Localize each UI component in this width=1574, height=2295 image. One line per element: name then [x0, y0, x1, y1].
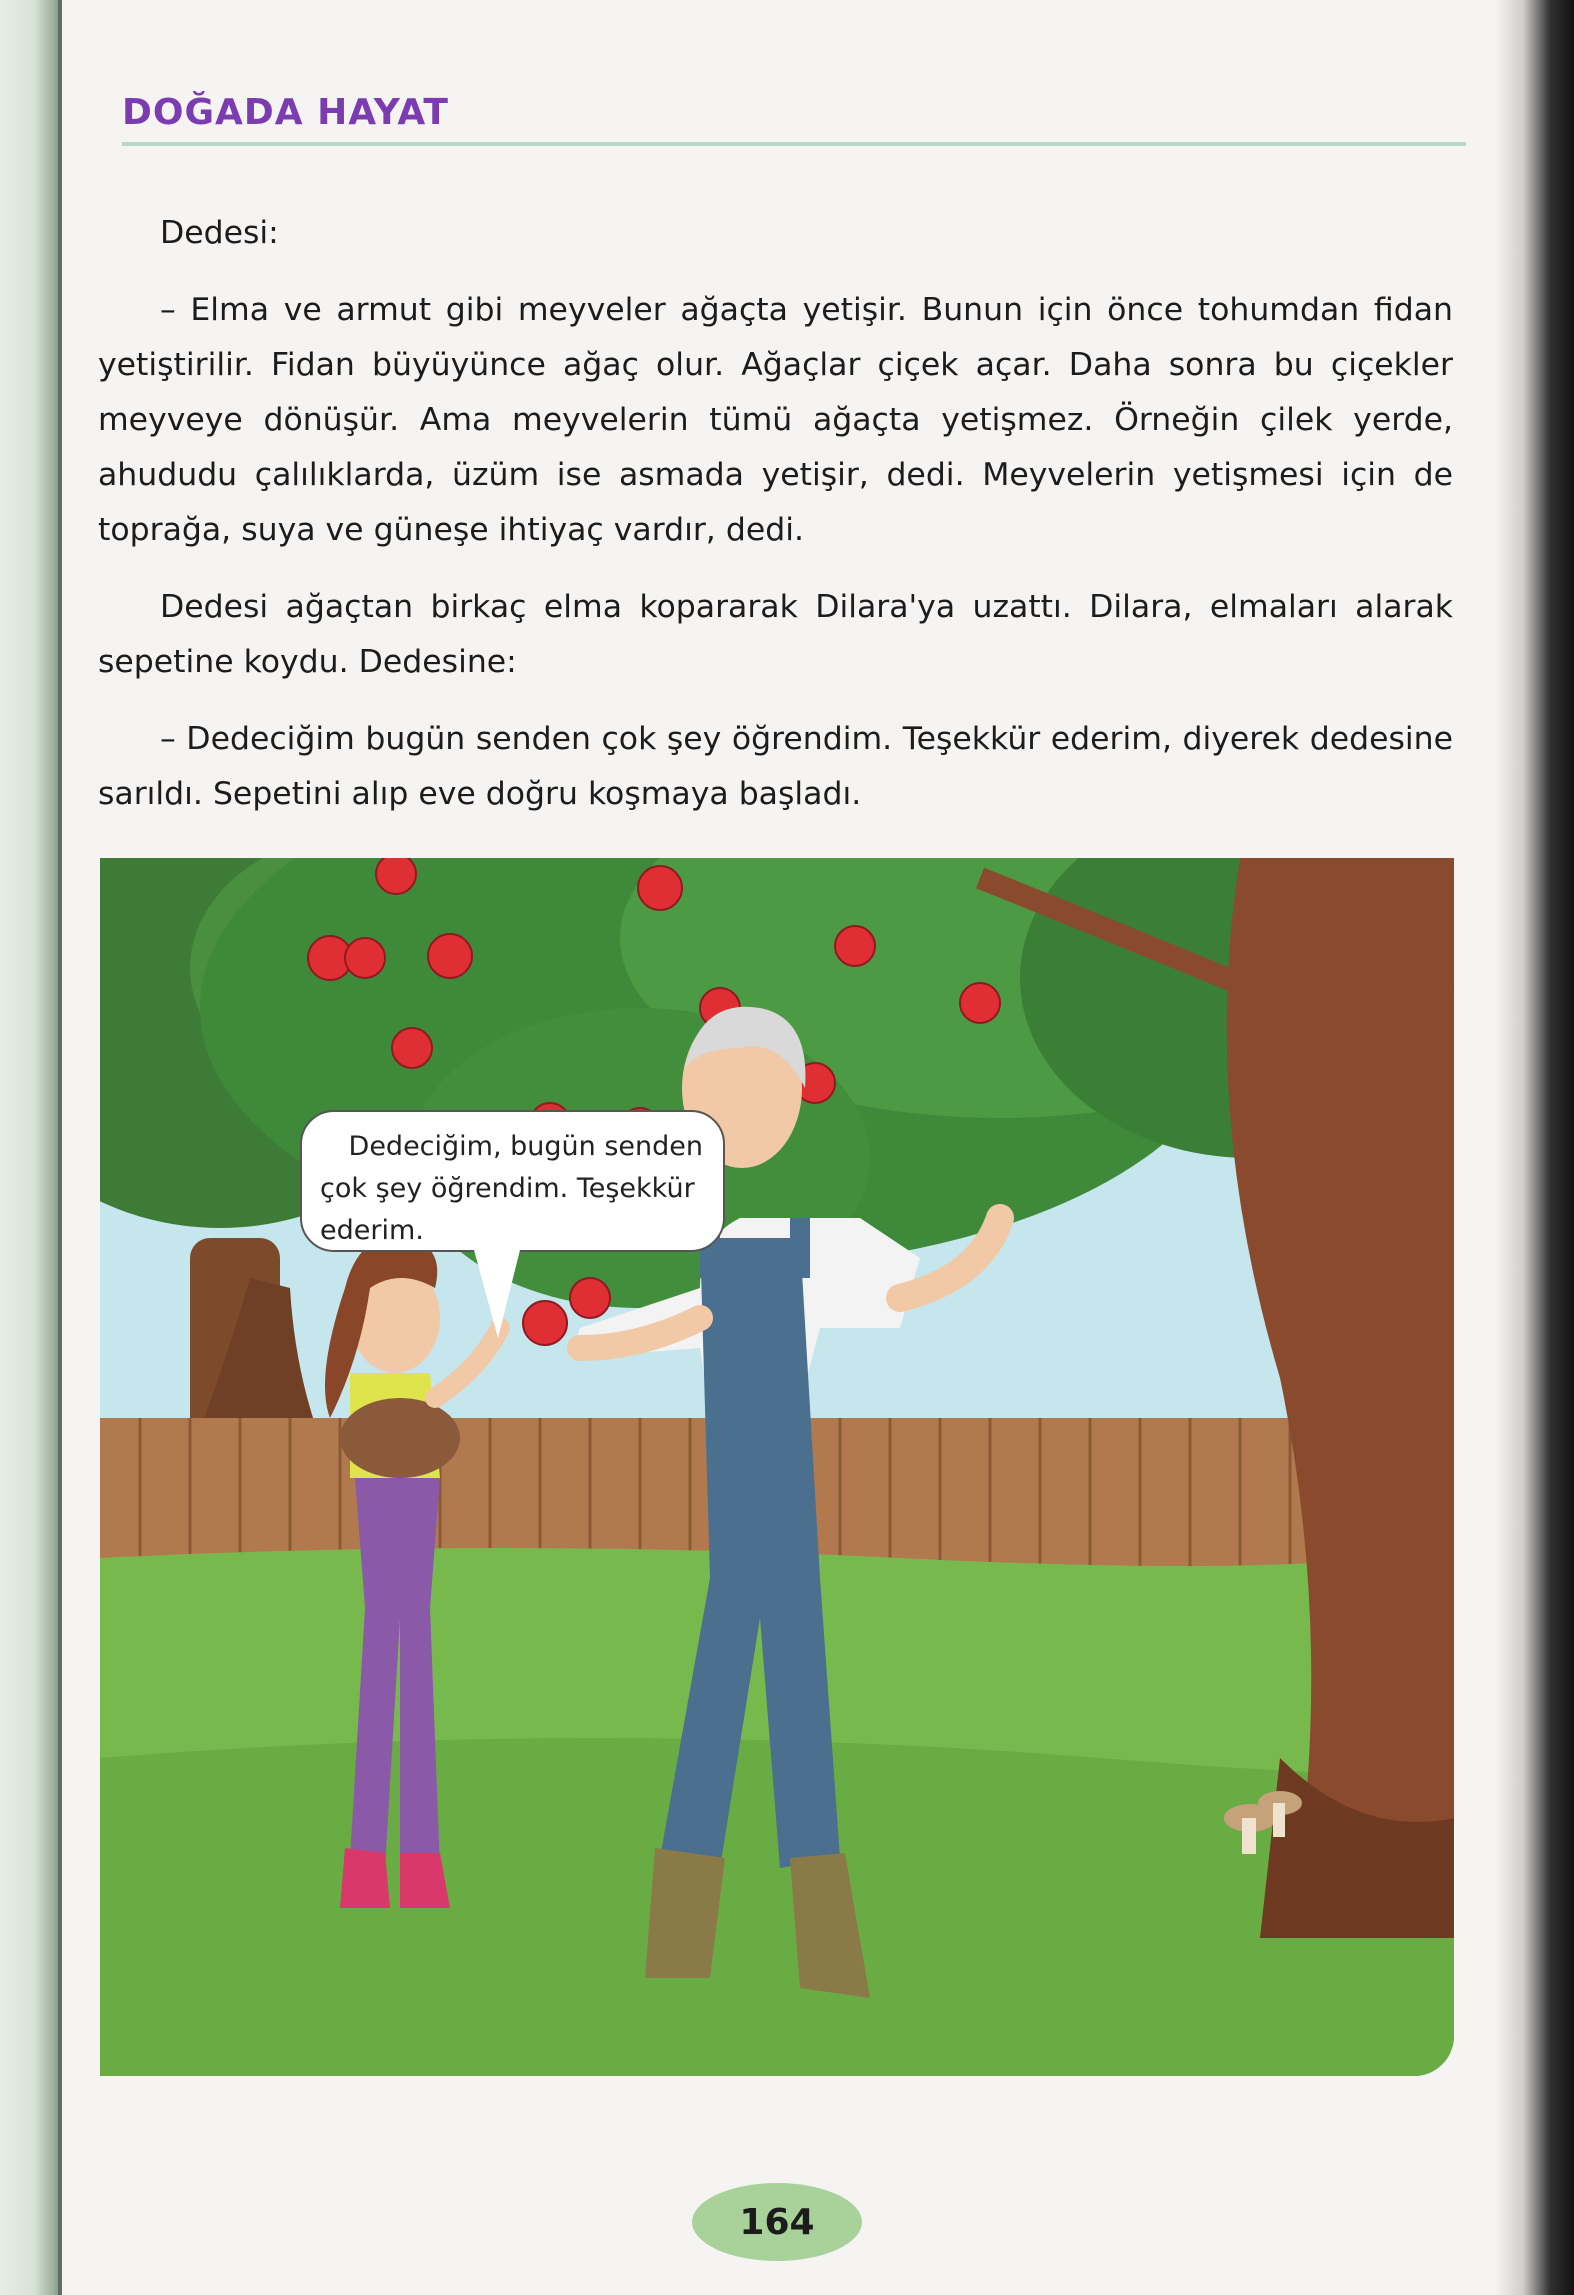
speech-line: Dedeciğim, bugün senden	[348, 1131, 703, 1162]
speech-line: çok şey öğrendim. Teşekkür	[320, 1173, 695, 1204]
page-number-badge	[692, 2183, 862, 2261]
section-title: DOĞADA HAYAT	[122, 92, 449, 133]
story-paragraph: Dedesi ağaçtan birkaç elma kopararak Dilara'ya uzattı. Dilara, elmaları alarak sepetine koydu. Dedesine:	[98, 589, 1453, 680]
story-paragraph: – Dedeciğim bugün senden çok şey öğrendim. Teşekkür ederim, diyerek dedesine sarıldı. Sepetini alıp eve doğru koşmaya başladı.	[98, 721, 1453, 812]
speech-bubble-tail	[474, 1250, 520, 1338]
page-number: 164	[739, 2201, 815, 2243]
orchard-scene	[100, 858, 1454, 2076]
story-paragraph: – Elma ve armut gibi meyveler ağaçta yetişir. Bunun için önce tohumdan fidan yetiştirilir. Fidan büyüyünce ağaç olur. Ağaçlar çiçek açar. Daha sonra bu çiçekler meyveye dönüşür. Ama meyvelerin tümü ağaçta yetişmez. Örneğin çilek yerde, ahududu çalılıklarda, üzüm ise asmada yetişir, dedi. Meyvelerin yetişmesi için de toprağa, suya ve güneşe ihtiyaç vardır, dedi.	[98, 292, 1453, 548]
header-divider	[122, 142, 1466, 146]
page-gutter-shadow	[1496, 0, 1574, 2295]
story-text	[98, 206, 1453, 844]
book-spine-edge	[0, 0, 62, 2295]
book-page	[64, 0, 1496, 2295]
orchard-illustration	[100, 858, 1454, 2076]
speech-line: ederim.	[320, 1215, 424, 1246]
story-paragraph: Dedesi:	[160, 215, 279, 251]
speech-bubble	[300, 1110, 725, 1252]
